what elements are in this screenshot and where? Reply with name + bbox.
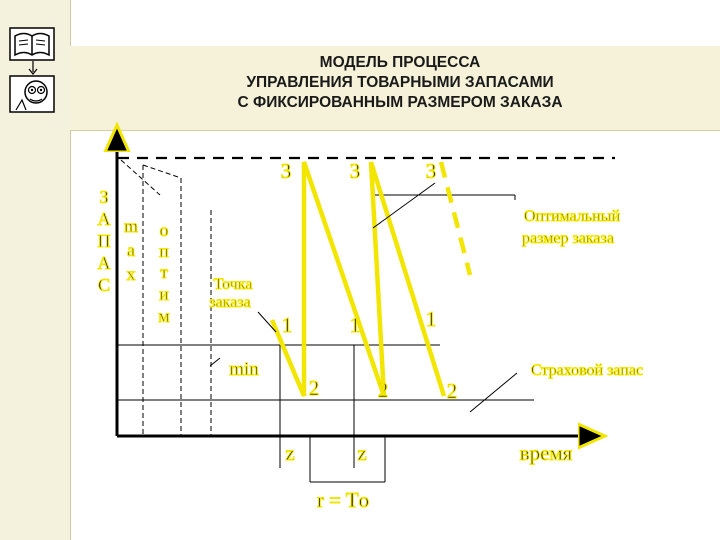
reorder-label-3: 1 [425,307,437,331]
inventory-sawtooth [272,162,444,396]
z-label-2: z [357,441,367,465]
optim-letter-1: о [159,220,169,240]
z-label-1: z [285,441,295,465]
peak-label-3: 3 [425,159,437,183]
reorder-point-callout-line-2: заказа [209,294,251,311]
max-letter-1: m [123,216,139,236]
optim-letter-5: м [158,306,170,326]
optimal-order-callout-line-1: Оптимальный [523,208,621,225]
reorder-label-2: 1 [349,313,361,337]
title-line-2: УПРАВЛЕНИЯ ТОВАРНЫМИ ЗАПАСАМИ [246,74,554,91]
reorder-label-1: 1 [281,313,293,337]
trough-label-2: 2 [377,378,389,402]
y-label-letter-2: А [97,209,111,229]
y-label-letter-3: П [97,231,111,251]
y-label-letter-5: С [97,275,111,295]
peak-label-2: 3 [349,159,361,183]
optimal-order-callout-line-2: размер заказа [522,230,614,247]
max-letter-2: a [127,240,135,260]
cycle-label: r = Tо [316,488,370,512]
safety-stock-pointer [470,373,517,412]
title-line-1: МОДЕЛЬ ПРОЦЕССА [319,54,481,71]
inventory-next-order [441,162,470,275]
optim-letter-2: п [159,241,169,261]
min-label: min [229,359,259,380]
x-axis-label: время [519,441,573,465]
guide-dashed-4 [143,165,181,178]
guide-dashed-5 [121,160,160,195]
trough-label-3: 2 [446,379,458,403]
max-letter-3: x [126,264,136,284]
reorder-point-callout-line-1: Точка [213,276,253,293]
optim-letter-3: т [160,262,168,282]
peak-label-1: 3 [280,159,292,183]
safety-stock-callout: Страховой запас [530,362,644,379]
y-label-letter-1: З [99,187,109,207]
trough-label-1: 2 [308,376,320,400]
title-line-3: С ФИКСИРОВАННЫМ РАЗМЕРОМ ЗАКАЗА [237,94,563,111]
optim-letter-4: и [159,284,169,304]
y-label-letter-4: А [97,253,111,273]
